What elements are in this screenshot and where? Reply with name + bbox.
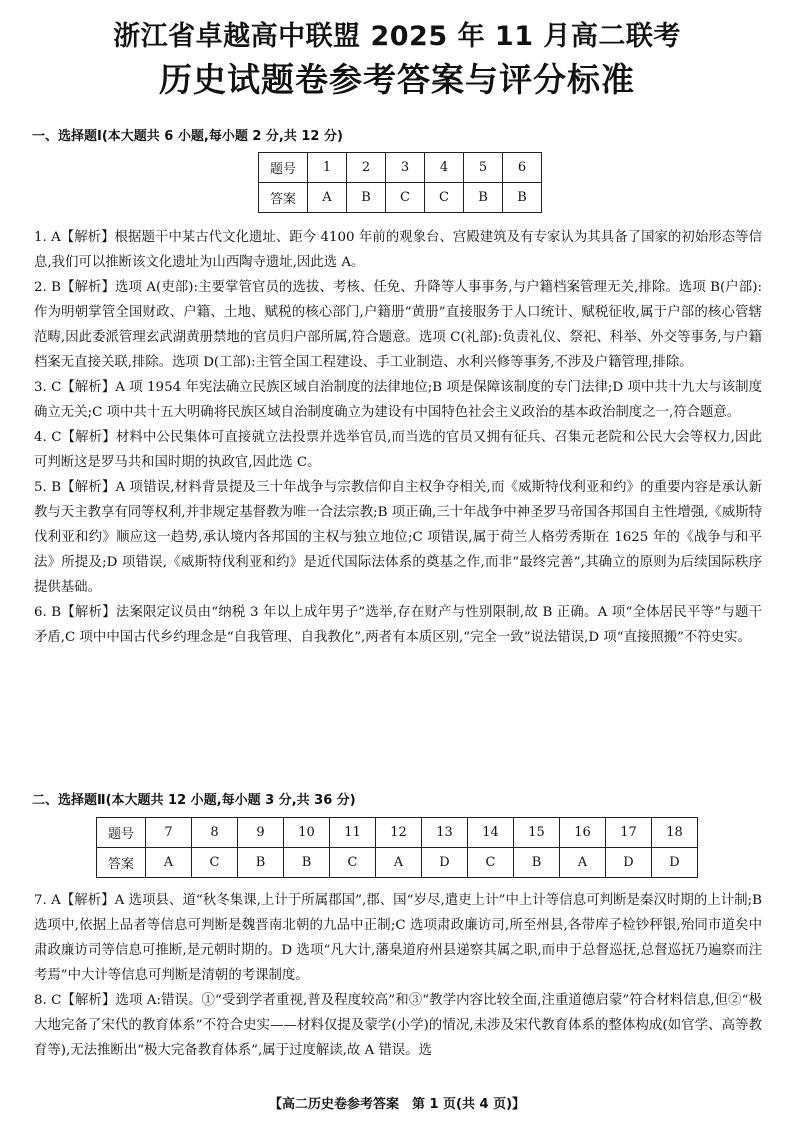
answer-cell: C: [425, 183, 464, 213]
question-number: 16: [560, 818, 606, 848]
answer-cell: C: [468, 848, 514, 878]
table-row: [259, 183, 542, 213]
question-number: 1: [308, 153, 347, 183]
question-number: 3: [386, 153, 425, 183]
answer-cell: B: [238, 848, 284, 878]
explanation-item: 7. A【解析】A 选项县、道“秋冬集课,上计于所属郡国”,郡、国“岁尽,遣吏上计”中上计等信息可判断是秦汉时期的上计制;B 选项中,依据上品者等信息可判断是魏晋南北朝的九品中正制;C 选项肃政廉访司,所至州县,各带库子检钞秤银,殆同市道矣中肃政廉访司等信息可推断,是元朝时期的。D 选项“凡大计,藩臬道府州县递察其属之职,而申于总督巡抚,总督巡抚乃遍察而注考焉”中大计等信息可判断是清朝的考课制度。: [34, 893, 762, 983]
question-number: 4: [425, 153, 464, 183]
answer-table-section1: [258, 152, 542, 213]
answer-table-section2: [96, 817, 698, 878]
answer-cell: B: [503, 183, 542, 213]
question-number: 17: [606, 818, 652, 848]
answer-cell: C: [386, 183, 425, 213]
table-row: [259, 153, 542, 183]
question-number: 5: [464, 153, 503, 183]
answer-cell: D: [652, 848, 698, 878]
answer-cell: A: [308, 183, 347, 213]
section2-explanations: [34, 888, 762, 1063]
table-row-label: 答案: [97, 848, 146, 878]
answer-cell: A: [376, 848, 422, 878]
question-number: 7: [146, 818, 192, 848]
table-row-label: 答案: [259, 183, 308, 213]
answer-cell: B: [514, 848, 560, 878]
answer-cell: C: [330, 848, 376, 878]
explanation-item: 3. C【解析】A 项 1954 年宪法确立民族区域自治制度的法律地位;B 项是保障该制度的专门法律;D 项中共十九大与该制度确立无关;C 项中共十五大明确将民族区域自治制度确立为建设有中国特色社会主义政治的基本政治制度之一,符合题意。: [34, 380, 762, 420]
explanation-item: 6. B【解析】法案限定议员由“纳税 3 年以上成年男子”选举,存在财产与性别限制,故 B 正确。A 项“全体居民平等”与题干矛盾,C 项中中国古代乡约理念是“自我管理、自我教化”,两者有本质区别,“完全一致”说法错误,D 项“直接照搬”不符史实。: [34, 605, 762, 645]
answer-cell: D: [606, 848, 652, 878]
question-number: 9: [238, 818, 284, 848]
question-number: 11: [330, 818, 376, 848]
answer-cell: A: [146, 848, 192, 878]
question-number: 12: [376, 818, 422, 848]
explanation-item: 5. B【解析】A 项错误,材料背景提及三十年战争与宗教信仰自主权争夺相关,而《威斯特伐利亚和约》的重要内容是承认新教与天主教享有同等权利,并非规定基督教为唯一合法宗教;B 项正确,三十年战争中神圣罗马帝国各邦国自主性增强,《威斯特伐利亚和约》顺应这一趋势,承认境内各邦国的主权与独立地位;C 项错误,属于荷兰人格劳秀斯在 1625 年的《战争与和平法》所提及;D 项错误,《威斯特伐利亚和约》是近代国际法体系的奠基之作,而非“最终完善”,其确立的原则为后续国际秩序提供基础。: [34, 480, 762, 595]
explanation-item: 8. C【解析】选项 A:错误。①“受到学者重视,普及程度较高”和③“教学内容比较全面,注重道德启蒙”符合材料信息,但②“极大地完备了宋代的教育体系”不符合史实——材料仅提及蒙学(小学)的情况,未涉及宋代教育体系的整体构成(如官学、高等教育等),无法推断出“极大完备教育体系”,属于过度解读,故 A 错误。选: [34, 993, 762, 1058]
section1-explanations: [34, 225, 762, 650]
document-title-line2: 历史试题卷参考答案与评分标准: [159, 60, 635, 99]
answer-cell: B: [347, 183, 386, 213]
question-number: 13: [422, 818, 468, 848]
section2-heading: 二、选择题Ⅱ(本大题共 12 小题,每小题 3 分,共 36 分): [32, 793, 356, 808]
question-number: 15: [514, 818, 560, 848]
section1-heading: 一、选择题Ⅰ(本大题共 6 小题,每小题 2 分,共 12 分): [32, 129, 343, 144]
question-number: 2: [347, 153, 386, 183]
table-row-label: 题号: [97, 818, 146, 848]
explanation-item: 2. B【解析】选项 A(吏部):主要掌管官员的选拔、考核、任免、升降等人事事务,与户籍档案管理无关,排除。选项 B(户部):作为明朝掌管全国财政、户籍、土地、赋税的核心部门,户籍册“黄册”直接服务于人口统计、赋税征收,属于户部的核心管辖范畴,因此委派管理玄武湖黄册禁地的官员归户部所属,符合题意。选项 C(礼部):负责礼仪、祭祀、科举、外交等事务,与户籍档案无直接关联,排除。选项 D(工部):主管全国工程建设、手工业制造、水利兴修等事务,不涉及户籍管理,排除。: [34, 280, 762, 370]
table-row: [97, 818, 698, 848]
explanation-item: 4. C【解析】材料中公民集体可直接就立法投票并选举官员,而当选的官员又拥有征兵、召集元老院和公民大会等权力,因此可判断这是罗马共和国时期的执政官,因此选 C。: [34, 430, 762, 470]
answer-cell: C: [192, 848, 238, 878]
answer-cell: B: [464, 183, 503, 213]
table-row: [97, 848, 698, 878]
answer-cell: B: [284, 848, 330, 878]
question-number: 6: [503, 153, 542, 183]
answer-cell: A: [560, 848, 606, 878]
page-footer: 【高二历史卷参考答案 第 1 页(共 4 页)】: [268, 1097, 526, 1112]
question-number: 10: [284, 818, 330, 848]
explanation-item: 1. A【解析】根据题干中某古代文化遗址、距今 4100 年前的观象台、宫殿建筑及有专家认为其具备了国家的初始形态等信息,我们可以推断该文化遗址为山西陶寺遗址,因此选 A。: [34, 230, 762, 270]
question-number: 18: [652, 818, 698, 848]
document-title-line1: 浙江省卓越高中联盟 2025 年 11 月高二联考: [113, 21, 681, 52]
question-number: 14: [468, 818, 514, 848]
question-number: 8: [192, 818, 238, 848]
table-row-label: 题号: [259, 153, 308, 183]
answer-cell: D: [422, 848, 468, 878]
